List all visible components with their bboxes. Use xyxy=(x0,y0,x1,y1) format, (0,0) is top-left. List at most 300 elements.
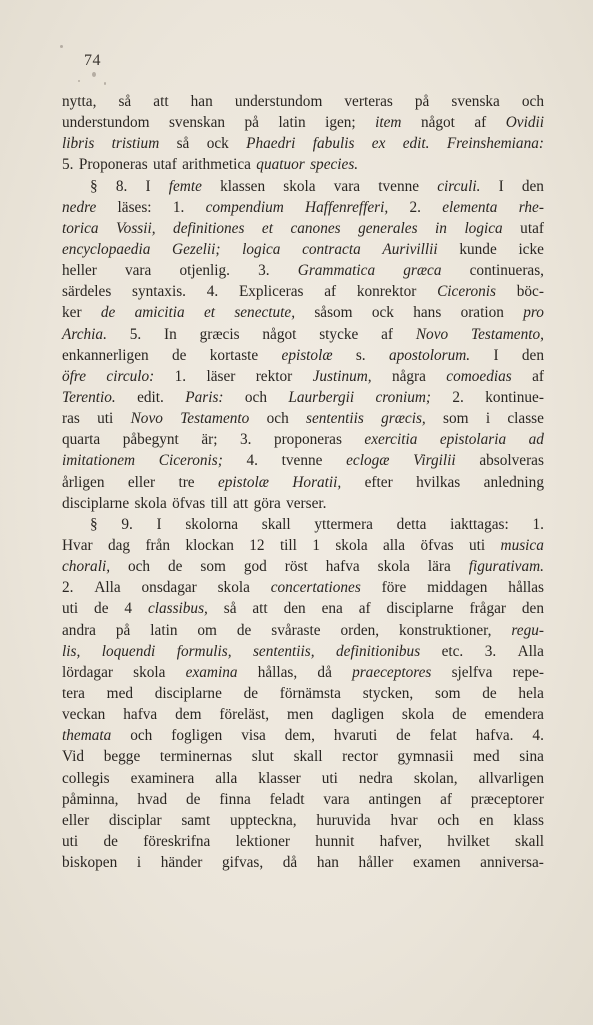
word: vara xyxy=(124,262,152,280)
word: öfvas xyxy=(172,494,206,512)
word: om xyxy=(197,621,217,639)
word: regu- xyxy=(511,621,544,639)
word: I xyxy=(493,346,499,364)
word: icke xyxy=(518,240,544,258)
word: 1. xyxy=(532,515,544,533)
word: men xyxy=(287,706,314,724)
word: senectute, xyxy=(234,304,296,322)
word: uti xyxy=(469,536,486,554)
word: apostolorum. xyxy=(388,346,471,364)
word: Testamento, xyxy=(470,325,544,343)
word: examina xyxy=(185,663,238,681)
word: sententiis xyxy=(306,410,364,428)
word: § xyxy=(90,515,98,533)
word: exercitia xyxy=(364,431,418,449)
word: Grammatica xyxy=(297,262,376,280)
word: Freinshemiana: xyxy=(446,135,544,153)
word: visa xyxy=(241,727,266,745)
word: I xyxy=(498,177,504,195)
word: klockan xyxy=(185,536,234,554)
word: canones xyxy=(290,219,341,237)
word: stycke xyxy=(319,325,359,343)
word: så xyxy=(223,600,237,618)
word: circulo: xyxy=(106,367,155,385)
word: att xyxy=(232,494,249,512)
word: 3. xyxy=(239,431,252,449)
word: hvaruti xyxy=(333,727,378,745)
word: de xyxy=(94,600,109,618)
word: ker xyxy=(62,304,82,322)
word: på xyxy=(414,93,430,110)
word: understundom xyxy=(234,93,323,110)
word: hållas, xyxy=(257,663,298,681)
word: hafver, xyxy=(379,832,422,850)
word: Aurivillii xyxy=(382,240,438,258)
word: kontinue- xyxy=(485,388,544,406)
word: Ovidii xyxy=(505,114,544,132)
word: 4. xyxy=(246,452,258,470)
word: uti xyxy=(62,832,79,850)
word: yttermera xyxy=(314,515,373,533)
word: terminernas xyxy=(159,748,233,766)
word: themata xyxy=(62,727,112,745)
text-line xyxy=(62,810,544,831)
word: hela xyxy=(518,684,544,702)
word: på xyxy=(244,114,259,132)
word: Hvar xyxy=(62,536,93,554)
text-line xyxy=(62,197,544,218)
word: Virgilii xyxy=(413,452,456,470)
text-line xyxy=(62,725,544,746)
word: quarta xyxy=(62,431,101,449)
text-line xyxy=(62,408,544,429)
word: allvarligen xyxy=(478,769,544,787)
word: lektioner xyxy=(235,832,290,850)
text-line xyxy=(62,598,544,619)
text-line xyxy=(62,91,544,112)
word: logica xyxy=(242,240,281,258)
word: imitationem xyxy=(62,452,136,470)
word: orden, xyxy=(340,621,380,639)
word: collegis xyxy=(62,769,110,787)
word: nedra xyxy=(358,769,393,787)
word: uppteckna, xyxy=(229,811,297,829)
word: continueras, xyxy=(469,262,544,280)
word: de xyxy=(168,558,183,576)
word: och xyxy=(266,410,289,428)
word: hvad xyxy=(137,790,168,808)
word: Novo xyxy=(130,410,163,428)
word: händer xyxy=(160,854,203,872)
word: den xyxy=(521,177,544,195)
text-line xyxy=(62,556,544,577)
word: som xyxy=(435,684,461,702)
word: så xyxy=(118,93,132,110)
text-line xyxy=(62,535,544,556)
word: hunnit xyxy=(315,832,355,850)
word: begge xyxy=(103,748,141,766)
word: eller xyxy=(62,811,90,829)
word: af xyxy=(532,367,544,385)
word: Vid xyxy=(62,748,85,766)
word: græca xyxy=(403,262,442,280)
word: in xyxy=(435,219,447,237)
word: läser xyxy=(206,367,236,385)
body-text xyxy=(62,91,544,873)
text-line xyxy=(62,450,544,471)
word: alla xyxy=(215,769,238,787)
word: han xyxy=(190,93,213,110)
word: onsdagar xyxy=(141,579,197,597)
word: öfvas xyxy=(420,536,454,554)
page-number: 74 xyxy=(84,52,101,69)
word: fabulis xyxy=(312,135,355,153)
word: disciplar xyxy=(108,811,162,829)
text-line xyxy=(62,112,544,133)
word: skola xyxy=(335,536,368,554)
word: musica xyxy=(500,536,544,554)
word: middagen xyxy=(427,579,488,597)
word: skolorna xyxy=(185,515,239,533)
text-line xyxy=(62,683,544,704)
word: de xyxy=(186,790,201,808)
word: figurativam. xyxy=(468,558,544,576)
word: edit. xyxy=(402,135,430,153)
word: Laurbergii xyxy=(288,388,355,406)
word: logica xyxy=(464,219,503,237)
word: före xyxy=(381,579,407,597)
text-line xyxy=(62,472,544,493)
word: 5. xyxy=(129,325,142,343)
word: såsom xyxy=(314,304,353,322)
word: ena xyxy=(321,600,343,618)
word: de xyxy=(452,706,467,724)
word: epistolæ xyxy=(281,346,333,364)
word: præceptorer xyxy=(470,790,544,808)
word: classe xyxy=(507,410,544,428)
word: Paris: xyxy=(185,388,224,406)
word: I xyxy=(156,515,162,533)
word: tvenne xyxy=(281,452,323,470)
text-line xyxy=(62,429,544,450)
word: tre xyxy=(178,473,195,491)
word: s. xyxy=(355,346,366,364)
word: något xyxy=(420,114,455,132)
word: med xyxy=(106,684,134,702)
ink-speck xyxy=(60,45,63,48)
word: cronium; xyxy=(375,388,432,406)
word: föreläst, xyxy=(219,706,270,724)
word: konstruktioner, xyxy=(399,621,492,639)
word: till xyxy=(210,494,228,512)
word: de xyxy=(100,304,116,322)
word: att xyxy=(153,93,169,110)
word: då xyxy=(282,854,298,872)
word: heller xyxy=(62,262,97,280)
word: från xyxy=(145,536,171,554)
word: syntaxis. xyxy=(132,283,186,301)
word: græcis, xyxy=(381,410,426,428)
word: hafva xyxy=(325,558,360,576)
word: definitiones xyxy=(173,219,245,237)
word: 3. xyxy=(484,642,497,660)
word: särdeles xyxy=(62,283,112,301)
word: dag xyxy=(107,536,131,554)
word: förnämsta xyxy=(279,684,341,702)
word: af xyxy=(381,325,394,343)
word: amicitia xyxy=(134,304,185,322)
word: 2. xyxy=(62,579,74,597)
word: den xyxy=(283,600,306,618)
word: detta xyxy=(396,515,427,533)
word: ock xyxy=(371,304,394,322)
text-line xyxy=(62,239,544,260)
word: svenskan xyxy=(168,114,226,132)
word: absolveras xyxy=(479,452,544,470)
word: hvilkas xyxy=(416,473,461,491)
text-line xyxy=(62,154,544,175)
word: de xyxy=(103,832,118,850)
text-line xyxy=(62,345,544,366)
word: utaf xyxy=(153,156,177,174)
text-line xyxy=(62,176,544,197)
word: 1. xyxy=(174,367,187,385)
word: och xyxy=(244,388,267,406)
word: af xyxy=(474,114,487,132)
word: disciplarne xyxy=(154,684,222,702)
word: de xyxy=(482,684,497,702)
word: påbegynt xyxy=(122,431,179,449)
word: Vossii, xyxy=(116,219,156,237)
word: hållas xyxy=(508,579,544,597)
word: 3. xyxy=(258,262,270,280)
word: de xyxy=(236,621,252,639)
word: circuli. xyxy=(437,177,481,195)
word: andra xyxy=(62,621,96,639)
word: oration xyxy=(460,304,504,322)
text-line xyxy=(62,260,544,281)
word: feladt xyxy=(269,790,305,808)
word: elementa xyxy=(442,198,498,216)
word: sina xyxy=(519,748,544,766)
word: Novo xyxy=(415,325,449,343)
word: felat xyxy=(429,727,457,745)
text-line xyxy=(62,218,544,239)
word: edit. xyxy=(137,388,164,406)
word: antingen xyxy=(368,790,422,808)
word: utaf xyxy=(520,219,544,237)
word: klasser xyxy=(258,769,301,787)
word: är; xyxy=(201,431,218,449)
word: libris xyxy=(62,135,95,153)
word: 9. xyxy=(121,515,133,533)
word: svåraste xyxy=(271,621,321,639)
word: läses: xyxy=(117,198,152,216)
word: uti xyxy=(62,600,79,618)
word: uti xyxy=(321,769,338,787)
word: examinera xyxy=(130,769,195,787)
text-line xyxy=(62,281,544,302)
word: finna xyxy=(219,790,251,808)
word: item xyxy=(375,114,402,132)
word: sententiis, xyxy=(252,642,315,660)
word: konrektor xyxy=(356,283,417,301)
word: femte xyxy=(168,177,202,195)
word: och xyxy=(127,558,151,576)
word: nedre xyxy=(62,198,97,216)
word: håller xyxy=(358,854,394,872)
word: hvar xyxy=(390,811,418,829)
word: Justinum, xyxy=(312,367,372,385)
word: tristium xyxy=(111,135,160,153)
word: chorali, xyxy=(62,558,111,576)
word: till xyxy=(279,536,297,554)
word: eclogæ xyxy=(346,452,390,470)
word: veckan xyxy=(62,706,106,724)
word: göra xyxy=(253,494,281,512)
text-line xyxy=(62,387,544,408)
word: af xyxy=(324,283,337,301)
word: lördagar xyxy=(62,663,113,681)
word: öfre xyxy=(62,367,87,385)
word: något xyxy=(262,325,297,343)
word: enkannerligen xyxy=(62,346,149,364)
word: hans xyxy=(413,304,442,322)
word: svenska xyxy=(451,93,500,110)
text-line xyxy=(62,746,544,767)
word: frågar xyxy=(469,600,506,618)
word: species. xyxy=(310,156,359,174)
word: den xyxy=(521,346,544,364)
word: igen; xyxy=(325,114,356,132)
word: I xyxy=(145,177,151,195)
ink-speck xyxy=(92,72,96,77)
text-line xyxy=(62,366,544,387)
word: epistolaria xyxy=(439,431,507,449)
word: gymnasii xyxy=(397,748,454,766)
word: Archia. xyxy=(62,325,107,343)
word: understundom xyxy=(62,114,150,132)
word: ras xyxy=(62,410,80,428)
word: loquendi xyxy=(101,642,156,660)
word: vara xyxy=(323,790,350,808)
word: anledning xyxy=(483,473,544,491)
word: skola xyxy=(401,706,435,724)
word: 4. xyxy=(532,727,544,745)
text-line xyxy=(62,493,544,514)
word: rector xyxy=(342,748,378,766)
word: skola xyxy=(217,579,250,597)
word: generales xyxy=(358,219,418,237)
word: 1. xyxy=(172,198,185,216)
word: praeceptores xyxy=(352,663,432,681)
word: gifvas, xyxy=(221,854,264,872)
word: disciplarne xyxy=(62,494,130,512)
word: formulis, xyxy=(176,642,232,660)
word: tvenne xyxy=(378,177,420,195)
word: dagligen xyxy=(331,706,384,724)
word: lära xyxy=(427,558,451,576)
word: Alla xyxy=(517,642,544,660)
word: samt xyxy=(181,811,211,829)
word: sjelfva xyxy=(451,663,493,681)
word: då xyxy=(317,663,332,681)
word: Terentio. xyxy=(62,388,116,406)
word: latin xyxy=(150,621,178,639)
word: föreskrifna xyxy=(143,832,211,850)
word: fogligen xyxy=(171,727,223,745)
word: 4 xyxy=(124,600,133,618)
word: skall xyxy=(515,832,544,850)
word: dem xyxy=(175,706,202,724)
word: rhe- xyxy=(518,198,544,216)
word: skola xyxy=(134,494,167,512)
word: comoedias xyxy=(446,367,512,385)
word: classibus, xyxy=(147,600,208,618)
text-line xyxy=(62,768,544,789)
word: eller xyxy=(127,473,156,491)
word: § xyxy=(90,177,98,195)
word: hafva. xyxy=(475,727,514,745)
word: så xyxy=(176,135,190,153)
word: anniversa- xyxy=(480,854,544,872)
word: uti xyxy=(97,410,114,428)
word: af xyxy=(358,600,371,618)
word: en xyxy=(479,811,494,829)
word: compendium xyxy=(205,198,284,216)
word: rektor xyxy=(255,367,293,385)
word: de xyxy=(396,727,411,745)
word: Ciceronis; xyxy=(158,452,223,470)
word: skolan, xyxy=(413,769,458,787)
word: på xyxy=(115,621,131,639)
word: slut xyxy=(251,748,274,766)
word: disciplarne xyxy=(386,600,454,618)
word: årligen xyxy=(62,473,105,491)
word: 2. xyxy=(409,198,421,216)
word: repe- xyxy=(512,663,544,681)
text-line xyxy=(62,641,544,662)
text-line xyxy=(62,704,544,725)
word: skall xyxy=(293,748,323,766)
word: och xyxy=(130,727,153,745)
text-line xyxy=(62,620,544,641)
word: huruvida xyxy=(316,811,371,829)
word: med xyxy=(473,748,500,766)
word: etc. xyxy=(441,642,464,660)
word: skall xyxy=(261,515,291,533)
word: 12 xyxy=(249,536,265,554)
word: contracta xyxy=(302,240,361,258)
text-line xyxy=(62,852,544,873)
word: pro xyxy=(523,304,544,322)
word: Horatii, xyxy=(292,473,342,491)
text-line xyxy=(62,577,544,598)
word: röst xyxy=(284,558,308,576)
word: att xyxy=(252,600,268,618)
word: examen xyxy=(412,854,461,872)
word: torica xyxy=(62,219,99,237)
word: encyclopaedia xyxy=(62,240,151,258)
text-line xyxy=(62,789,544,810)
word: böc- xyxy=(516,283,544,301)
word: 4. xyxy=(206,283,219,301)
word: vara xyxy=(333,177,361,195)
word: lis, xyxy=(62,642,81,660)
word: verteras xyxy=(344,93,393,110)
word: verser. xyxy=(286,494,327,512)
word: alla xyxy=(383,536,406,554)
